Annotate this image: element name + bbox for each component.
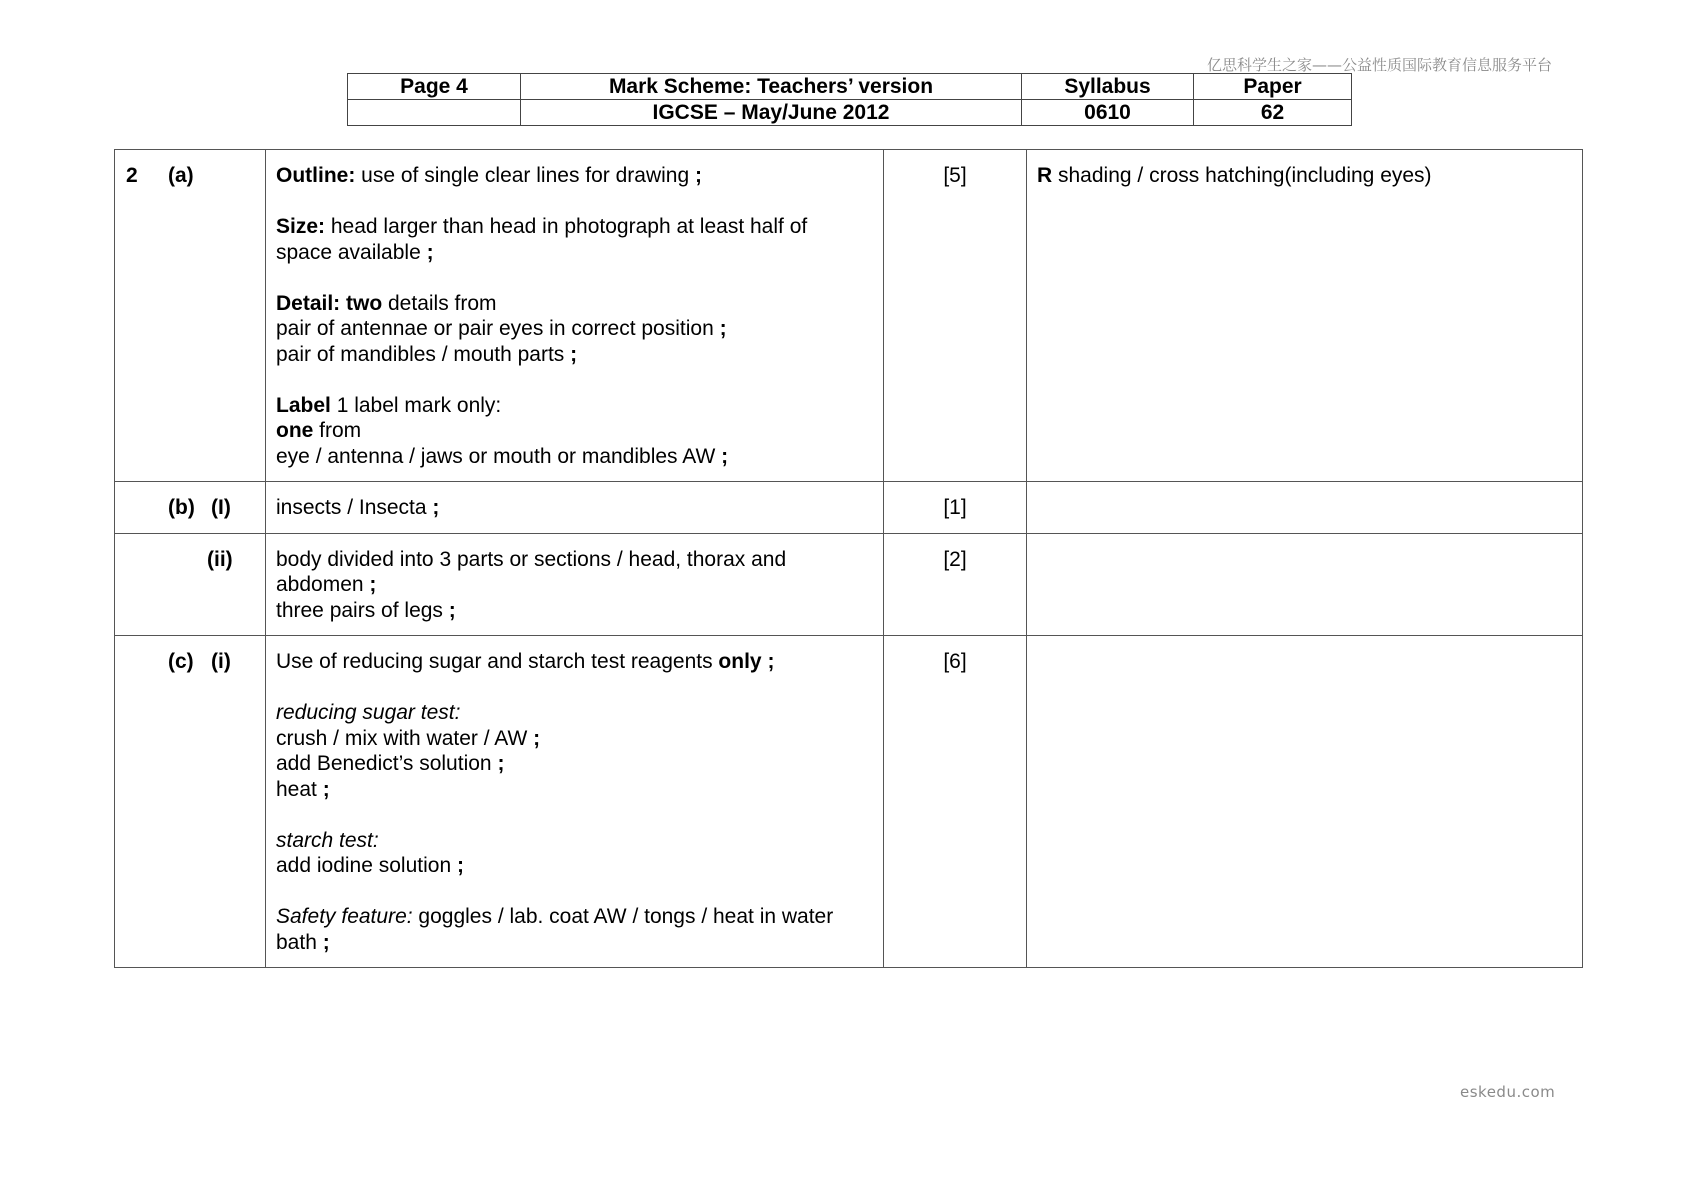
answer-line <box>276 598 873 624</box>
question-cell-2bii <box>115 533 266 636</box>
marks-cell-2bi: [1] <box>884 482 1027 534</box>
mark-point: ; <box>426 240 434 264</box>
question-number: 2 <box>126 164 138 187</box>
answer-label: Detail: two <box>276 291 383 315</box>
answer-cell-2a <box>266 150 884 482</box>
answer-text: insects / Insecta <box>276 496 433 519</box>
table-row-2a <box>115 150 1583 482</box>
header-row-2 <box>348 100 1352 126</box>
question-part: (b) <box>168 496 195 519</box>
answer-line <box>276 444 873 470</box>
answer-line <box>276 342 873 368</box>
question-cell-2bi <box>115 482 266 534</box>
header-syllabus: 0610 <box>1022 100 1194 126</box>
answer-emphasis: only <box>718 650 762 673</box>
answer-text: pair of antennae or pair eyes in correct position <box>276 317 720 340</box>
answer-label: Outline: <box>276 164 356 187</box>
header-table <box>347 73 1352 126</box>
question-cell-2ci <box>115 636 266 968</box>
watermark-text: 亿思科学生之家——公益性质国际教育信息服务平台 <box>1206 56 1552 74</box>
mark-point: ; <box>369 573 377 596</box>
answer-text: abdomen <box>276 573 370 596</box>
answer-line <box>276 547 873 573</box>
answer-text: add iodine solution <box>276 854 457 877</box>
answer-line <box>276 214 873 240</box>
mark-point: ; <box>721 444 729 468</box>
answer-text: eye / antenna / jaws or mouth or mandibles AW <box>276 444 722 468</box>
answer-text: Use of reducing sugar and starch test reagents <box>276 650 719 673</box>
question-subpart: (I) <box>211 496 231 519</box>
answer-label: Label <box>276 393 331 417</box>
header-paper-label: Paper <box>1194 74 1352 100</box>
answer-text: crush / mix with water / AW <box>276 726 534 750</box>
answer-line <box>276 828 873 854</box>
guidance-text: shading / cross hatching(including eyes) <box>1052 164 1432 187</box>
answer-text: body divided into 3 parts or sections / head, thorax and <box>276 547 787 571</box>
answer-text: use of single clear lines for drawing <box>355 164 695 187</box>
question-subpart: (ii) <box>207 547 233 571</box>
table-row-2ci <box>115 636 1583 968</box>
question-subpart: (i) <box>211 650 231 673</box>
answer-text: head larger than head in photograph at least half of <box>325 215 808 238</box>
answer-label: one <box>276 419 314 442</box>
answer-line <box>276 240 873 266</box>
guidance-label: R <box>1037 164 1053 187</box>
answer-subheading: starch test: <box>276 828 379 852</box>
answer-text: details from <box>382 291 497 315</box>
table-row-2bii <box>115 533 1583 636</box>
guidance-cell-2bi <box>1027 482 1583 534</box>
answer-line <box>276 649 873 675</box>
question-part: (c) <box>168 650 194 673</box>
answer-line <box>276 930 873 956</box>
answer-text: 1 label mark only: <box>330 393 502 417</box>
footer-watermark: eskedu.com <box>1460 1083 1556 1101</box>
marks-cell-2ci: [6] <box>884 636 1027 968</box>
answer-text: bath <box>276 930 323 954</box>
table-row-2bi <box>115 482 1583 534</box>
header-paper: 62 <box>1194 100 1352 126</box>
mark-point: ; <box>448 598 456 622</box>
mark-point: ; <box>322 777 330 801</box>
answer-text: from <box>313 419 362 442</box>
mark-point: ; <box>695 164 702 187</box>
question-cell-2a <box>115 150 266 482</box>
answer-cell-2bi <box>266 482 884 534</box>
answer-text: add Benedict’s solution <box>276 752 498 775</box>
answer-label: Size: <box>276 215 326 238</box>
mark-point: ; <box>719 317 727 340</box>
answer-line <box>276 777 873 803</box>
mark-point: ; <box>456 854 464 877</box>
answer-text: heat <box>276 777 323 801</box>
mark-point: ; <box>322 930 330 954</box>
marks-cell-2bii: [2] <box>884 533 1027 636</box>
answer-text: goggles / lab. coat AW / tongs / heat in water <box>412 905 834 928</box>
header-title: Mark Scheme: Teachers’ version <box>521 74 1022 100</box>
question-part: (a) <box>168 164 194 187</box>
guidance-cell-2a <box>1027 150 1583 482</box>
answer-cell-2ci <box>266 636 884 968</box>
header-syllabus-label: Syllabus <box>1022 74 1194 100</box>
mark-point: ; <box>570 342 578 366</box>
answer-line <box>276 700 873 726</box>
mark-point: ; <box>432 496 440 519</box>
marks-cell-2a: [5] <box>884 150 1027 482</box>
answer-text: three pairs of legs <box>276 598 449 622</box>
answer-line <box>276 393 873 419</box>
answer-line <box>276 418 873 444</box>
header-blank-cell <box>348 100 521 126</box>
mark-point: ; <box>767 650 775 673</box>
header-page: Page 4 <box>348 74 521 100</box>
answer-line <box>276 163 873 189</box>
answer-subheading: Safety feature: <box>276 905 413 928</box>
answer-line <box>276 853 873 879</box>
header-exam: IGCSE – May/June 2012 <box>521 100 1022 126</box>
mark-scheme-table <box>114 149 1583 968</box>
mark-point: ; <box>533 726 541 750</box>
answer-line <box>276 751 873 777</box>
answer-line <box>276 316 873 342</box>
answer-line <box>276 572 873 598</box>
header-row-1 <box>348 74 1352 100</box>
answer-line <box>276 726 873 752</box>
answer-text: space available <box>276 240 427 264</box>
answer-subheading: reducing sugar test: <box>276 701 461 724</box>
answer-line <box>276 904 873 930</box>
guidance-cell-2bii <box>1027 533 1583 636</box>
guidance-cell-2ci <box>1027 636 1583 968</box>
mark-point: ; <box>497 752 505 775</box>
answer-text: pair of mandibles / mouth parts <box>276 342 571 366</box>
answer-line <box>276 291 873 317</box>
answer-cell-2bii <box>266 533 884 636</box>
answer-line <box>276 495 873 521</box>
